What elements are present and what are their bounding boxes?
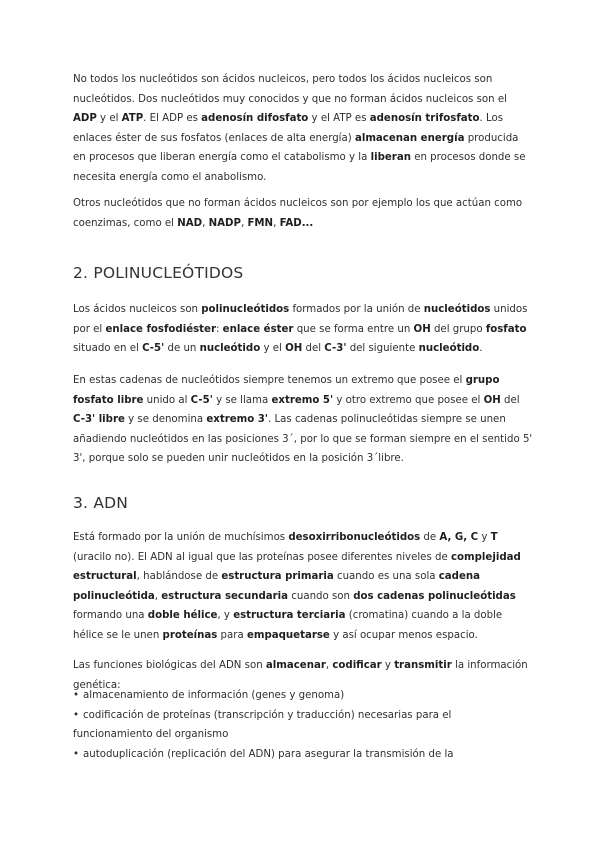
text-run: . Los enlaces éster de sus fosfatos (enlaces de alta energía) xyxy=(73,113,504,144)
bold-term: estructura terciaria xyxy=(233,610,346,622)
text-run: , xyxy=(154,590,162,602)
bold-term: FMN xyxy=(247,217,274,229)
bold-term: estructura secundaria xyxy=(161,590,289,602)
bold-term: nucleótido xyxy=(418,343,480,355)
bold-term: estructura primaria xyxy=(221,571,334,583)
text-run: , xyxy=(240,217,248,229)
text-run: , xyxy=(202,217,209,229)
paragraph-enlace-fosfodiester xyxy=(73,300,533,359)
bold-term: C-3' xyxy=(324,343,347,355)
text-run: y xyxy=(478,532,491,543)
bold-term: transmitir xyxy=(394,660,452,671)
bold-term: nucleótido xyxy=(199,343,261,355)
text-run: y se denomina xyxy=(124,414,207,426)
bold-term: OH xyxy=(285,343,303,355)
bold-term: codificar xyxy=(332,660,382,671)
bold-term: OH xyxy=(483,394,501,406)
text-run: que se forma entre un xyxy=(293,323,414,335)
text-run: (uracilo no). El ADN al igual que las proteínas posee diferentes niveles de xyxy=(73,551,451,563)
bold-term: enlace éster xyxy=(222,323,294,335)
bold-term: proteínas xyxy=(162,629,218,641)
text-run: , hablándose de xyxy=(136,571,222,583)
bold-term: OH xyxy=(413,323,431,335)
text-run: Otros nucleótidos que no forman ácidos nucleicos son por ejemplo los que actúan como coenzimas, como el xyxy=(73,198,523,229)
section-heading-polinucleotidos: 2. POLINUCLEÓTIDOS xyxy=(73,264,244,282)
bold-term: dos cadenas polinucleótidas xyxy=(353,590,516,602)
text-run: cuando son xyxy=(288,590,354,602)
text-run: formados por la unión de xyxy=(289,304,424,315)
bold-term: T xyxy=(490,532,498,543)
bold-term: adenosín difosfato xyxy=(201,113,309,125)
bold-term: enlace fosfodiéster xyxy=(105,323,216,335)
bold-term: ATP xyxy=(121,113,144,125)
bold-term: extremo 5' xyxy=(271,394,334,406)
text-run: , xyxy=(325,660,333,671)
bold-term: extremo 3' xyxy=(206,414,268,426)
bold-term: C-5' xyxy=(142,343,165,355)
text-run: y el xyxy=(96,113,122,125)
text-run: y el ATP es xyxy=(308,113,370,125)
text-run: del grupo xyxy=(430,323,486,335)
text-run: situado en el xyxy=(73,343,143,355)
section-heading-adn: 3. ADN xyxy=(73,494,129,512)
text-run: y se llama xyxy=(212,394,272,406)
text-run: No todos los nucleótidos son ácidos nucleicos, pero todos los ácidos nucleicos son nucleótidos. Dos nucleótidos muy conocidos y que no forman ácidos nucleicos son el xyxy=(73,74,507,105)
text-run: la información genética: xyxy=(73,660,528,691)
list-item: • almacenamiento de información (genes y genoma) xyxy=(73,686,533,706)
text-run: (cromatina) cuando a la doble hélice se le unen xyxy=(73,610,503,641)
bold-term: almacenan energía xyxy=(354,132,465,144)
bold-term: nucleótidos xyxy=(423,304,491,315)
text-run: , y xyxy=(217,610,234,622)
text-run: cuando es una sola xyxy=(333,571,439,583)
text-run: En estas cadenas de nucleótidos siempre tenemos un extremo que posee el xyxy=(73,375,466,386)
funciones-list xyxy=(73,686,533,764)
paragraph-estructura-adn xyxy=(73,528,533,646)
bold-term: ADP xyxy=(73,113,97,125)
text-run: de un xyxy=(164,343,200,355)
bold-term: adenosín trifosfato xyxy=(369,113,480,125)
text-run: del xyxy=(500,394,520,406)
paragraph-atp-adp xyxy=(73,70,533,188)
bold-term: polinucleótidos xyxy=(201,304,290,315)
text-run: . xyxy=(479,343,483,355)
text-run: : xyxy=(215,323,223,335)
text-run: unidos por el xyxy=(73,304,528,335)
text-run: , xyxy=(273,217,280,229)
text-run: y así ocupar menos espacio. xyxy=(329,629,478,641)
bold-term: NADP xyxy=(208,217,241,229)
bold-term: desoxirribonucleótidos xyxy=(288,532,421,543)
bold-term: C-5' xyxy=(190,394,213,406)
bold-term: empaquetarse xyxy=(246,629,330,641)
text-run: y el xyxy=(260,343,286,355)
text-run: y otro extremo que posee el xyxy=(333,394,484,406)
text-run: unido al xyxy=(143,394,191,406)
paragraph-extremos xyxy=(73,371,533,469)
text-run: . Las cadenas polinucleótidas siempre se unen añadiendo nucleótidos en las posiciones 3´, por lo que se forman siempre en el sentido 5' 3', porque solo se pueden unir nucleótidos en la posición 3´libre. xyxy=(73,414,533,465)
text-run: formando una xyxy=(73,610,148,622)
text-run: de xyxy=(420,532,440,543)
text-run: Está formado por la unión de muchísimos xyxy=(73,532,289,543)
bold-term: liberan xyxy=(370,152,411,164)
text-run: en procesos donde se necesita energía como el anabolismo. xyxy=(73,152,526,183)
bold-term: doble hélice xyxy=(147,610,218,622)
bold-term: cadena polinucleótida xyxy=(73,571,481,602)
bold-term: almacenar xyxy=(265,660,326,671)
bold-term: fosfato xyxy=(485,323,527,335)
bold-term: grupo fosfato libre xyxy=(73,375,500,406)
paragraph-coenzimas xyxy=(73,194,533,233)
text-run: del siguiente xyxy=(346,343,419,355)
list-item: • codificación de proteínas (transcripción y traducción) necesarias para el funcionamiento del organismo xyxy=(73,706,533,745)
bold-term: FAD... xyxy=(279,217,314,229)
text-run: Los ácidos nucleicos son xyxy=(73,304,202,315)
list-item: • autoduplicación (replicación del ADN) para asegurar la transmisión de la xyxy=(73,745,533,765)
bold-term: NAD xyxy=(177,217,203,229)
bold-term: C-3' libre xyxy=(73,414,125,426)
text-run: y xyxy=(381,660,395,671)
text-run: . El ADP es xyxy=(143,113,202,125)
text-run: producida en procesos que liberan energía como el catabolismo y la xyxy=(73,132,519,164)
bold-term: complejidad estructural xyxy=(73,551,521,583)
text-run: para xyxy=(217,629,247,641)
bold-term: A, G, C xyxy=(439,532,479,543)
text-run: del xyxy=(302,343,325,355)
text-run: Las funciones biológicas del ADN son xyxy=(73,660,266,671)
